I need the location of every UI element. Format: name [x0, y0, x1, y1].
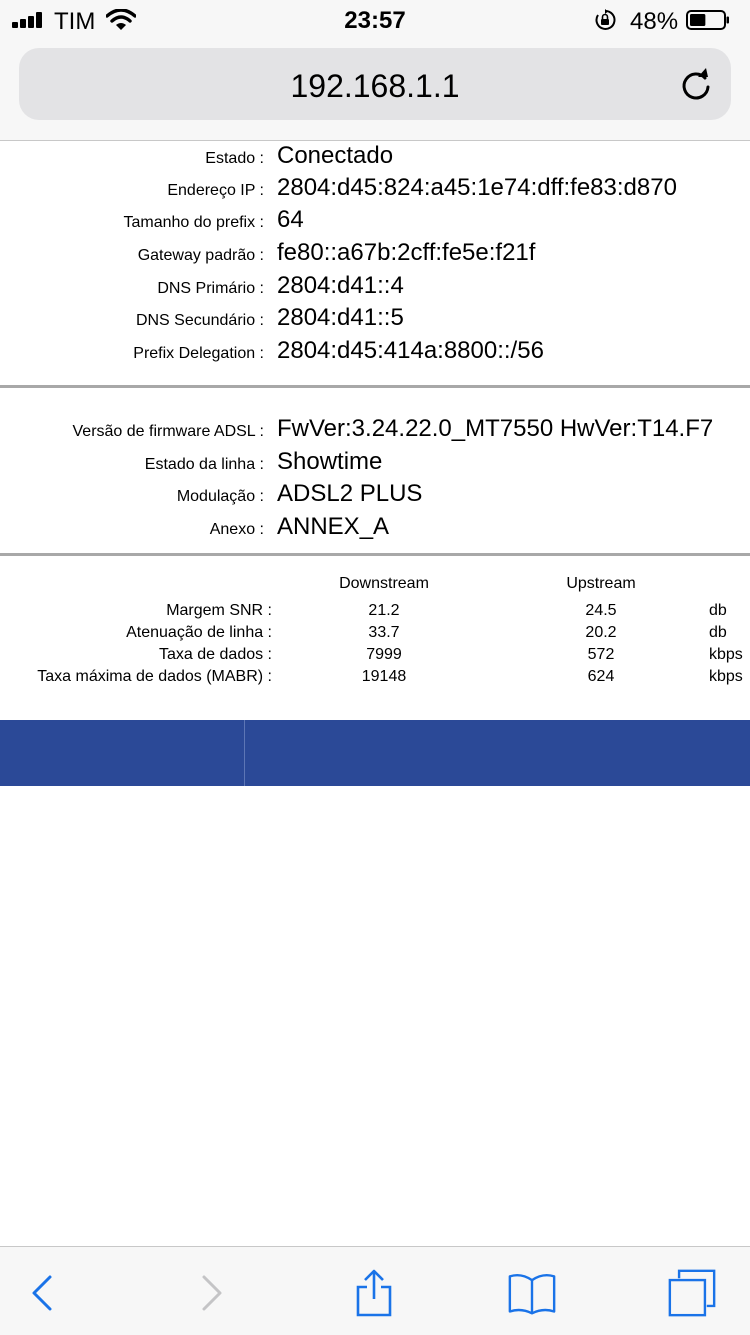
upstream-value: 624	[587, 668, 615, 685]
wan-info-row	[0, 335, 750, 367]
table-row	[0, 602, 750, 624]
upstream-value: 20.2	[585, 624, 617, 641]
clock: 23:57	[344, 7, 406, 34]
unit: db	[709, 602, 727, 619]
field-value: 2804:d41::5	[277, 304, 404, 331]
orientation-lock-icon	[594, 9, 616, 31]
url-text[interactable]: 192.168.1.1	[290, 68, 460, 104]
column-header-upstream: Upstream	[566, 575, 636, 592]
field-label: Anexo :	[209, 521, 264, 538]
browser-toolbar	[0, 1246, 750, 1335]
adsl-info-row	[0, 511, 750, 543]
field-value: FwVer:3.24.22.0_MT7550 HwVer:T14.F7	[277, 415, 714, 442]
field-value: 64	[277, 206, 304, 233]
unit: kbps	[709, 668, 743, 685]
forward-icon[interactable]	[186, 1269, 234, 1317]
table-header-row	[0, 575, 750, 597]
back-icon[interactable]	[20, 1269, 68, 1317]
row-label: Margem SNR :	[166, 602, 272, 619]
field-label: Endereço IP :	[167, 182, 264, 199]
table-row	[0, 668, 750, 690]
carrier-name: TIM	[54, 8, 96, 35]
adsl-info-row	[0, 446, 750, 478]
table-row	[0, 624, 750, 646]
field-label: Modulação :	[176, 488, 264, 505]
bookmarks-icon[interactable]	[508, 1269, 556, 1317]
downstream-value: 33.7	[368, 624, 400, 641]
field-label: Tamanho do prefix :	[123, 214, 264, 231]
share-icon[interactable]	[350, 1269, 398, 1317]
field-value: 2804:d45:414a:8800::/56	[277, 337, 544, 364]
column-header-downstream: Downstream	[339, 575, 429, 592]
field-label: DNS Secundário :	[135, 312, 264, 329]
wan-info-row	[0, 237, 750, 269]
field-label: DNS Primário :	[157, 280, 264, 297]
adsl-info-row	[0, 413, 750, 445]
section-divider	[0, 553, 750, 556]
upstream-value: 24.5	[585, 602, 617, 619]
footer-divider	[244, 720, 245, 786]
field-label: Estado da linha :	[144, 456, 264, 473]
address-bar[interactable]	[19, 48, 731, 120]
field-label: Prefix Delegation :	[133, 345, 264, 362]
field-value: ADSL2 PLUS	[277, 480, 423, 507]
unit: db	[709, 624, 727, 641]
row-label: Taxa de dados :	[159, 646, 272, 663]
downstream-value: 7999	[366, 646, 402, 663]
tabs-icon[interactable]	[668, 1269, 716, 1317]
field-value: 2804:d41::4	[277, 272, 404, 299]
field-label: Gateway padrão :	[137, 247, 264, 264]
field-label: Estado :	[205, 150, 264, 167]
downstream-value: 19148	[361, 668, 407, 685]
adsl-info-row	[0, 478, 750, 510]
row-label: Taxa máxima de dados (MABR) :	[37, 668, 272, 685]
wan-info-row	[0, 302, 750, 334]
field-value: Showtime	[277, 448, 383, 475]
browser-top-bar	[0, 40, 750, 141]
field-value: Conectado	[277, 142, 394, 169]
field-value: 2804:d45:824:a45:1e74:dff:fe83:d870	[277, 174, 677, 201]
table-row	[0, 646, 750, 668]
field-value: fe80::a67b:2cff:fe5e:f21f	[277, 239, 536, 266]
field-value: ANNEX_A	[277, 513, 390, 540]
footer-bar	[0, 720, 750, 786]
wan-info-row	[0, 204, 750, 236]
reload-icon[interactable]	[679, 68, 713, 102]
wan-info-row	[0, 172, 750, 204]
battery-percent: 48%	[630, 8, 679, 35]
upstream-value: 572	[587, 646, 615, 663]
router-status-page	[0, 140, 750, 1246]
downstream-value: 21.2	[368, 602, 400, 619]
wan-info-row	[0, 140, 750, 172]
unit: kbps	[709, 646, 743, 663]
row-label: Atenuação de linha :	[126, 624, 272, 641]
status-bar	[0, 0, 750, 40]
field-label: Versão de firmware ADSL :	[72, 423, 264, 440]
battery-icon	[686, 10, 730, 30]
wan-info-row	[0, 270, 750, 302]
section-divider	[0, 385, 750, 388]
